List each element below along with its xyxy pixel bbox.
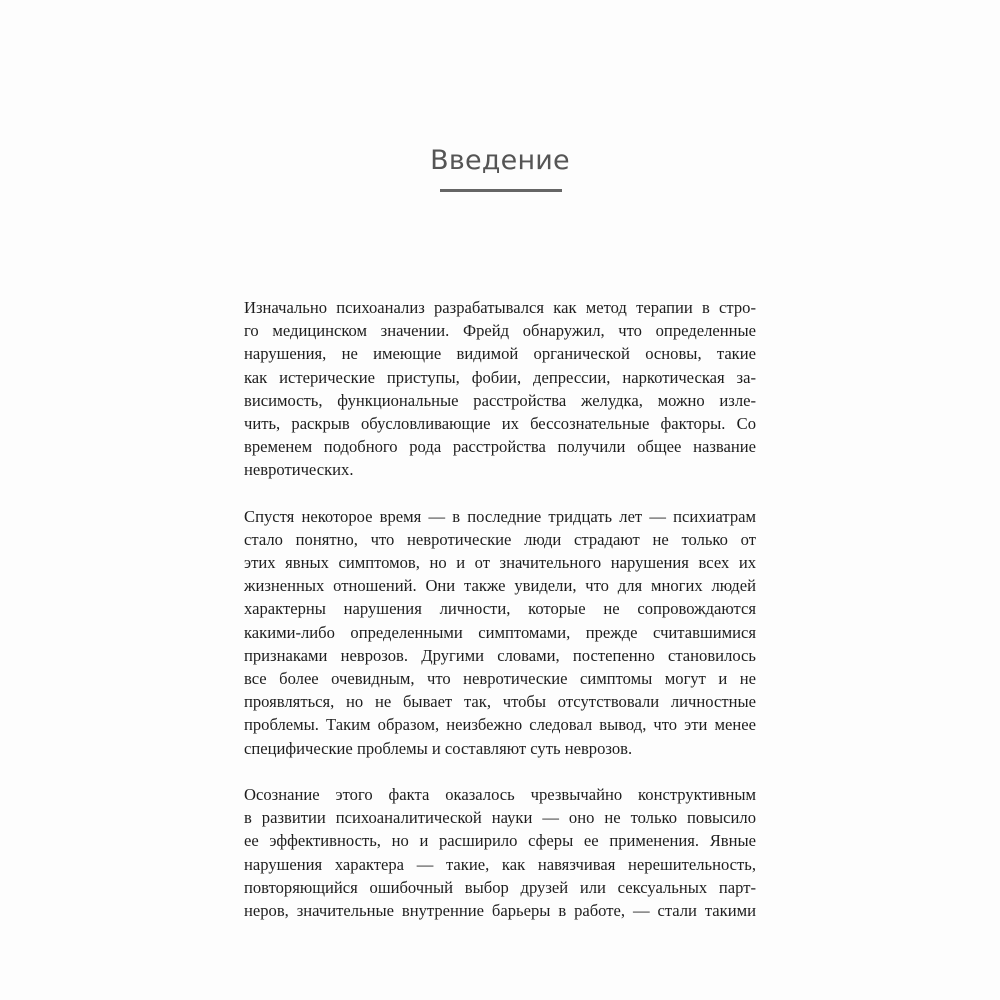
title-underline <box>440 189 562 192</box>
text-line: Изначально психоанализ разрабатывался как метод терапии в стро- <box>244 298 756 317</box>
body-text <box>244 296 756 922</box>
text-line: специфические проблемы и составляют суть неврозов. <box>244 738 633 758</box>
text-line: ее эффективность, но и расширило сферы ее применения. Явные <box>244 831 756 851</box>
text-line: в развитии психоаналитической науки — оно не только повысило <box>244 808 756 828</box>
text-line: Осознание этого факта оказалось чрезвычайно конструктивным <box>244 784 756 804</box>
text-line: Спустя некоторое время — в последние тридцать лет — психиатрам <box>244 506 756 526</box>
text-line: характерны нарушения личности, которые не сопровождаются <box>244 599 756 619</box>
text-line: неров, значительные внутренние барьеры в работе, — стали такими <box>244 900 756 920</box>
text-line: признаками неврозов. Другими словами, постепенно становилось <box>244 645 756 665</box>
text-line: проблемы. Таким образом, неизбежно следовал вывод, что эти менее <box>244 715 756 735</box>
text-line: жизненных отношений. Они также увидели, что для многих людей <box>244 576 756 596</box>
chapter-title: Введение <box>430 145 570 176</box>
text-line: какими-либо определенными симптомами, прежде считавшимися <box>244 622 756 642</box>
paragraph-gap <box>244 482 756 505</box>
text-line: го медицинском значении. Фрейд обнаружил, что определенные <box>244 321 756 341</box>
text-line: стало понятно, что невротические люди страдают не только от <box>244 529 756 549</box>
text-line: проявляться, но не бывает так, чтобы отсутствовали личностные <box>244 692 756 712</box>
paragraph-2 <box>244 505 756 760</box>
text-line: как истерические приступы, фобии, депрессии, наркотическая за- <box>244 367 756 387</box>
text-line: нарушения, не имеющие видимой органической основы, такие <box>244 344 756 364</box>
text-line: этих явных симптомов, но и от значительного нарушения всех их <box>244 553 756 573</box>
text-line: невротических. <box>244 460 354 480</box>
text-line: временем подобного рода расстройства получили общее название <box>244 437 756 457</box>
text-line: чить, раскрыв обусловливающие их бессознательные факторы. Со <box>244 413 756 433</box>
paragraph-1 <box>244 296 756 482</box>
text-line: все более очевидным, что невротические симптомы могут и не <box>244 669 756 688</box>
text-line: висимость, функциональные расстройства желудка, можно излe- <box>244 390 756 410</box>
text-line: нарушения характера — такие, как навязчивая нерешительность, <box>244 854 756 874</box>
paragraph-3 <box>244 783 756 922</box>
paragraph-gap <box>244 760 756 783</box>
text-line: повторяющийся ошибочный выбор друзей или сексуальных парт- <box>244 877 756 897</box>
